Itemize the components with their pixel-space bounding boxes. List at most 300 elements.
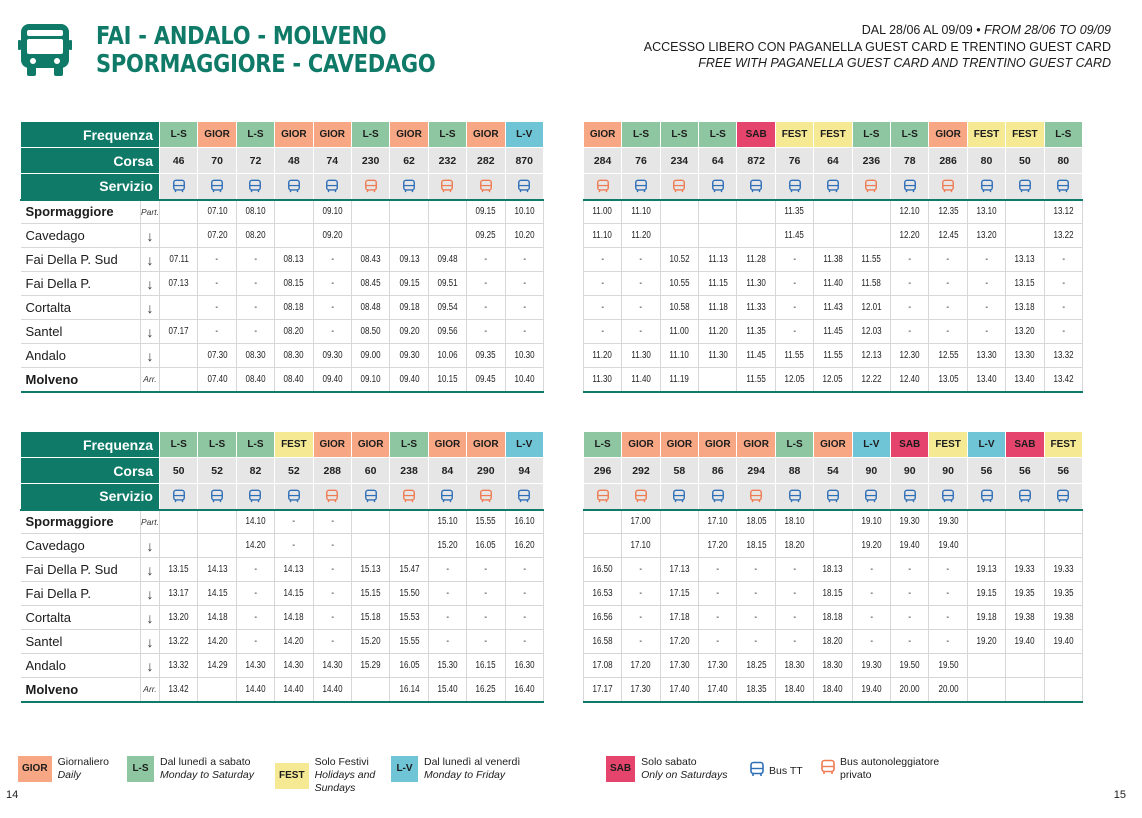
time-cell: 19.40 — [1044, 630, 1082, 654]
time-cell — [351, 678, 389, 702]
time-cell: 09.10 — [313, 200, 351, 224]
time-cell: 11.30 — [699, 344, 737, 368]
time-cell: 19.10 — [852, 510, 890, 534]
time-cell — [390, 534, 428, 558]
time-cell — [1006, 510, 1044, 534]
time-cell: 11.40 — [814, 272, 852, 296]
bus-tt-icon — [1006, 484, 1044, 510]
time-cell: 13.12 — [1044, 200, 1082, 224]
time-cell: 08.40 — [275, 368, 313, 392]
time-cell: - — [236, 320, 274, 344]
frequency-badge: L-V — [852, 432, 890, 458]
run-number: 284 — [583, 148, 621, 174]
time-cell: 18.20 — [775, 534, 813, 558]
frequency-badge: L-S — [236, 432, 274, 458]
time-cell — [160, 510, 198, 534]
time-cell — [967, 534, 1005, 558]
run-number: 76 — [622, 148, 660, 174]
time-cell: 07.13 — [160, 272, 198, 296]
frequency-badge: GIOR — [699, 432, 737, 458]
table-row — [21, 534, 1083, 558]
time-cell: - — [891, 558, 929, 582]
title-line-2: SPORMAGGIORE - CAVEDAGO — [96, 49, 436, 78]
time-cell: 13.17 — [160, 582, 198, 606]
time-cell: 07.10 — [198, 200, 236, 224]
time-cell: 11.45 — [814, 320, 852, 344]
bus-private-icon — [929, 174, 967, 200]
time-cell — [1006, 200, 1044, 224]
time-cell: 09.25 — [467, 224, 505, 248]
time-cell: 19.30 — [852, 654, 890, 678]
bus-private-icon — [583, 174, 621, 200]
stop-name: Molveno — [21, 678, 141, 702]
time-cell — [852, 224, 890, 248]
time-cell: 13.20 — [967, 224, 1005, 248]
time-cell: 08.43 — [351, 248, 389, 272]
bus-tt-icon — [236, 484, 274, 510]
legend-item-ls: L-S Dal lunedì a sabato Monday to Saturday — [127, 756, 254, 782]
time-cell: 11.20 — [699, 320, 737, 344]
time-cell: 17.10 — [699, 510, 737, 534]
time-cell: 15.47 — [390, 558, 428, 582]
time-cell: 09.48 — [428, 248, 466, 272]
bus-tt-icon — [505, 174, 543, 200]
frequency-badge: L-S — [622, 122, 660, 148]
time-cell: 10.06 — [428, 344, 466, 368]
time-cell — [1006, 224, 1044, 248]
time-cell: - — [775, 630, 813, 654]
frequency-badge: GIOR — [660, 432, 698, 458]
run-number: 56 — [1044, 458, 1082, 484]
time-cell: 19.35 — [1006, 582, 1044, 606]
run-number: 70 — [198, 148, 236, 174]
time-cell: 10.30 — [505, 344, 543, 368]
run-number: 64 — [699, 148, 737, 174]
time-cell: - — [505, 606, 543, 630]
time-cell: - — [467, 248, 505, 272]
time-cell — [160, 368, 198, 392]
time-cell: - — [467, 296, 505, 320]
column-gap — [543, 148, 583, 174]
row-label-service: Servizio — [21, 484, 160, 510]
frequency-badge: GIOR — [390, 122, 428, 148]
legend-item-bus-private: Bus autonoleggiatore privato — [820, 756, 940, 782]
time-cell: 07.17 — [160, 320, 198, 344]
time-cell: 13.05 — [929, 368, 967, 392]
time-cell: - — [622, 248, 660, 272]
time-cell: 11.45 — [775, 224, 813, 248]
run-number: 870 — [505, 148, 543, 174]
time-cell — [198, 678, 236, 702]
time-cell — [583, 510, 621, 534]
stop-name: Santel — [21, 630, 141, 654]
legend-badge: L-V — [391, 756, 418, 782]
time-cell: - — [929, 582, 967, 606]
frequency-badge: L-S — [852, 122, 890, 148]
time-cell — [1044, 534, 1082, 558]
run-number: 90 — [929, 458, 967, 484]
bus-tt-icon — [967, 484, 1005, 510]
time-cell: 16.05 — [467, 534, 505, 558]
table-row — [21, 224, 1083, 248]
stop-name: Cortalta — [21, 296, 141, 320]
time-cell: 12.40 — [891, 368, 929, 392]
time-cell: - — [852, 582, 890, 606]
frequency-badge: L-S — [583, 432, 621, 458]
time-cell: 07.11 — [160, 248, 198, 272]
frequency-badge: GIOR — [275, 122, 313, 148]
run-number: 94 — [505, 458, 543, 484]
time-cell — [351, 534, 389, 558]
time-cell: 16.30 — [505, 654, 543, 678]
time-cell: - — [891, 582, 929, 606]
time-cell: - — [737, 630, 775, 654]
time-cell — [160, 200, 198, 224]
column-gap — [543, 122, 583, 148]
time-cell: - — [313, 630, 351, 654]
time-cell: 13.32 — [160, 654, 198, 678]
time-cell: 16.58 — [583, 630, 621, 654]
run-number: 282 — [467, 148, 505, 174]
bus-private-icon — [622, 484, 660, 510]
run-number: 46 — [160, 148, 198, 174]
time-cell — [814, 224, 852, 248]
time-cell: 13.20 — [1006, 320, 1044, 344]
time-cell — [160, 344, 198, 368]
time-cell: 14.15 — [275, 582, 313, 606]
time-cell: - — [1044, 248, 1082, 272]
bus-private-icon — [737, 484, 775, 510]
down-arrow-icon: ↓ — [141, 534, 160, 558]
time-cell: 12.05 — [814, 368, 852, 392]
time-cell: 18.15 — [737, 534, 775, 558]
run-number: 60 — [351, 458, 389, 484]
table-row — [21, 368, 1083, 392]
run-number: 82 — [236, 458, 274, 484]
time-cell: 11.18 — [699, 296, 737, 320]
time-cell: 16.53 — [583, 582, 621, 606]
time-cell: - — [428, 606, 466, 630]
time-cell: - — [622, 320, 660, 344]
run-number: 286 — [929, 148, 967, 174]
legend-item-bus-tt: Bus TT — [749, 761, 803, 782]
time-cell: - — [622, 296, 660, 320]
run-number: 294 — [737, 458, 775, 484]
time-cell — [699, 368, 737, 392]
time-cell: - — [967, 272, 1005, 296]
time-cell: 13.10 — [967, 200, 1005, 224]
time-cell: - — [929, 296, 967, 320]
frequency-badge: GIOR — [467, 122, 505, 148]
time-cell: - — [313, 320, 351, 344]
time-cell: - — [891, 272, 929, 296]
down-arrow-icon: ↓ — [141, 344, 160, 368]
time-cell: 19.33 — [1006, 558, 1044, 582]
bus-tt-icon — [390, 174, 428, 200]
down-arrow-icon: ↓ — [141, 582, 160, 606]
time-cell: - — [428, 630, 466, 654]
frequency-badge: GIOR — [929, 122, 967, 148]
time-cell — [275, 224, 313, 248]
legend-badge: SAB — [606, 756, 635, 782]
bus-tt-icon — [699, 484, 737, 510]
run-number: 292 — [622, 458, 660, 484]
bus-tt-icon — [236, 174, 274, 200]
stop-name: Fai Della P. Sud — [21, 248, 141, 272]
time-cell: 08.45 — [351, 272, 389, 296]
column-gap — [543, 484, 583, 510]
run-number: 234 — [660, 148, 698, 174]
bus-tt-icon — [1044, 174, 1082, 200]
run-number: 52 — [275, 458, 313, 484]
time-cell: 19.15 — [967, 582, 1005, 606]
time-cell: 09.10 — [351, 368, 389, 392]
time-cell: 15.50 — [390, 582, 428, 606]
bus-tt-icon — [313, 174, 351, 200]
time-cell: 16.50 — [583, 558, 621, 582]
stop-name: Santel — [21, 320, 141, 344]
time-cell: 17.17 — [583, 678, 621, 702]
page-number-left: 14 — [6, 789, 19, 801]
frequency-badge: FEST — [929, 432, 967, 458]
time-cell: 13.18 — [1006, 296, 1044, 320]
run-number: 90 — [852, 458, 890, 484]
frequency-badge: GIOR — [467, 432, 505, 458]
frequency-badge: L-S — [775, 432, 813, 458]
run-number: 64 — [814, 148, 852, 174]
time-cell — [1006, 654, 1044, 678]
frequency-badge: L-S — [660, 122, 698, 148]
stop-name: Cortalta — [21, 606, 141, 630]
frequency-badge: L-S — [891, 122, 929, 148]
time-cell: - — [622, 582, 660, 606]
stop-name: Cavedago — [21, 224, 141, 248]
bus-tt-icon — [505, 484, 543, 510]
time-cell: 11.55 — [737, 368, 775, 392]
time-cell: - — [198, 248, 236, 272]
run-number: 74 — [313, 148, 351, 174]
table-row — [21, 344, 1083, 368]
time-cell: - — [467, 320, 505, 344]
row-label-frequency: Frequenza — [21, 432, 160, 458]
time-cell: 11.13 — [699, 248, 737, 272]
bus-private-icon — [313, 484, 351, 510]
time-cell — [967, 510, 1005, 534]
time-cell: 19.50 — [891, 654, 929, 678]
time-cell: - — [967, 320, 1005, 344]
time-cell: 11.10 — [622, 200, 660, 224]
frequency-badge: FEST — [967, 122, 1005, 148]
time-cell: - — [236, 248, 274, 272]
time-cell: 09.54 — [428, 296, 466, 320]
bus-private-icon — [660, 174, 698, 200]
time-cell: 18.25 — [737, 654, 775, 678]
stop-name: Spormaggiore — [21, 200, 141, 224]
time-cell: 18.10 — [775, 510, 813, 534]
time-cell: - — [505, 320, 543, 344]
time-cell: 09.15 — [467, 200, 505, 224]
time-cell — [583, 534, 621, 558]
time-cell: 09.56 — [428, 320, 466, 344]
time-cell: - — [737, 558, 775, 582]
time-cell: - — [467, 272, 505, 296]
time-cell: - — [583, 248, 621, 272]
frequency-badge: GIOR — [814, 432, 852, 458]
time-cell: - — [505, 296, 543, 320]
bus-tt-icon — [160, 174, 198, 200]
legend-item-sab: SAB Solo sabato Only on Saturdays — [606, 756, 728, 782]
time-cell: 08.30 — [236, 344, 274, 368]
time-cell: 12.01 — [852, 296, 890, 320]
time-cell: 14.40 — [236, 678, 274, 702]
time-cell — [390, 510, 428, 534]
time-cell: 18.18 — [814, 606, 852, 630]
stop-name: Fai Della P. — [21, 272, 141, 296]
time-cell: 17.08 — [583, 654, 621, 678]
validity-dates: DAL 28/06 AL 09/09 • FROM 28/06 TO 09/09 — [861, 23, 1111, 37]
time-cell: - — [236, 296, 274, 320]
time-cell: 12.35 — [929, 200, 967, 224]
time-cell: - — [891, 320, 929, 344]
time-cell: 09.40 — [390, 368, 428, 392]
run-number: 80 — [967, 148, 1005, 174]
frequency-badge: SAB — [1006, 432, 1044, 458]
time-cell: 15.55 — [467, 510, 505, 534]
bus-tt-icon — [891, 174, 929, 200]
time-cell: 19.33 — [1044, 558, 1082, 582]
stop-name: Molveno — [21, 368, 141, 392]
time-cell: 19.40 — [1006, 630, 1044, 654]
time-cell: 09.15 — [390, 272, 428, 296]
time-cell: 15.13 — [351, 558, 389, 582]
time-cell: 09.20 — [390, 320, 428, 344]
run-number: 86 — [699, 458, 737, 484]
time-cell: 19.20 — [852, 534, 890, 558]
table-row — [21, 678, 1083, 702]
time-cell: 08.13 — [275, 248, 313, 272]
time-cell: 13.15 — [160, 558, 198, 582]
time-cell: 11.38 — [814, 248, 852, 272]
run-number: 84 — [428, 458, 466, 484]
time-cell: 19.38 — [1006, 606, 1044, 630]
time-cell: - — [275, 534, 313, 558]
time-cell: - — [929, 606, 967, 630]
time-cell: 15.15 — [351, 582, 389, 606]
time-cell: 15.53 — [390, 606, 428, 630]
time-cell: 12.10 — [891, 200, 929, 224]
bus-tt-icon — [749, 761, 765, 782]
time-cell: 08.40 — [236, 368, 274, 392]
time-cell: 14.30 — [275, 654, 313, 678]
time-cell: 15.29 — [351, 654, 389, 678]
frequency-badge: L-S — [428, 122, 466, 148]
time-cell: 15.10 — [428, 510, 466, 534]
frequency-badge: L-S — [390, 432, 428, 458]
time-cell: 17.30 — [699, 654, 737, 678]
frequency-badge: L-S — [1044, 122, 1082, 148]
time-cell: - — [929, 558, 967, 582]
time-cell: - — [505, 272, 543, 296]
run-number: 872 — [737, 148, 775, 174]
frequency-badge: SAB — [737, 122, 775, 148]
time-cell: - — [622, 606, 660, 630]
time-cell: 13.40 — [1006, 368, 1044, 392]
time-cell: 15.20 — [351, 630, 389, 654]
frequency-badge: FEST — [1006, 122, 1044, 148]
table-row — [21, 582, 1083, 606]
bus-tt-icon — [814, 484, 852, 510]
frequency-badge: GIOR — [313, 122, 351, 148]
bus-private-icon — [428, 174, 466, 200]
bus-tt-icon — [699, 174, 737, 200]
run-number: 230 — [351, 148, 389, 174]
time-cell: 11.10 — [660, 344, 698, 368]
time-cell: - — [891, 630, 929, 654]
time-cell: 20.00 — [891, 678, 929, 702]
bus-tt-icon — [198, 484, 236, 510]
time-cell: - — [929, 320, 967, 344]
time-cell — [1044, 510, 1082, 534]
time-cell: 09.13 — [390, 248, 428, 272]
stop-name: Andalo — [21, 344, 141, 368]
time-cell: 14.20 — [275, 630, 313, 654]
down-arrow-icon: ↓ — [141, 630, 160, 654]
time-cell: - — [505, 248, 543, 272]
time-cell: 08.30 — [275, 344, 313, 368]
time-cell: - — [891, 248, 929, 272]
time-cell: 14.30 — [236, 654, 274, 678]
table-row — [21, 558, 1083, 582]
frequency-badge: L-S — [160, 122, 198, 148]
time-cell: 11.33 — [737, 296, 775, 320]
bus-tt-icon — [891, 484, 929, 510]
time-cell: 17.30 — [660, 654, 698, 678]
time-cell: - — [313, 248, 351, 272]
time-cell: 11.55 — [814, 344, 852, 368]
time-cell: - — [622, 558, 660, 582]
time-cell: 15.30 — [428, 654, 466, 678]
time-cell: 13.30 — [1006, 344, 1044, 368]
time-cell: 11.45 — [737, 344, 775, 368]
bus-tt-icon — [814, 174, 852, 200]
time-cell: 18.05 — [737, 510, 775, 534]
down-arrow-icon: ↓ — [141, 654, 160, 678]
time-cell: 08.20 — [236, 224, 274, 248]
time-cell: - — [699, 558, 737, 582]
time-cell: - — [737, 606, 775, 630]
time-cell: 09.00 — [351, 344, 389, 368]
time-cell: 11.19 — [660, 368, 698, 392]
time-cell: - — [198, 320, 236, 344]
run-number: 58 — [660, 458, 698, 484]
frequency-badge: GIOR — [313, 432, 351, 458]
time-cell — [275, 200, 313, 224]
run-number: 56 — [967, 458, 1005, 484]
time-cell: 19.35 — [1044, 582, 1082, 606]
time-cell: 18.40 — [814, 678, 852, 702]
time-cell: 09.18 — [390, 296, 428, 320]
time-cell: 16.05 — [390, 654, 428, 678]
bus-tt-icon — [351, 484, 389, 510]
time-cell — [160, 296, 198, 320]
time-cell: - — [775, 582, 813, 606]
time-cell: 15.18 — [351, 606, 389, 630]
time-cell: 08.18 — [275, 296, 313, 320]
time-cell: 14.18 — [198, 606, 236, 630]
time-cell: 20.00 — [929, 678, 967, 702]
time-cell: - — [505, 630, 543, 654]
column-gap — [543, 174, 583, 200]
